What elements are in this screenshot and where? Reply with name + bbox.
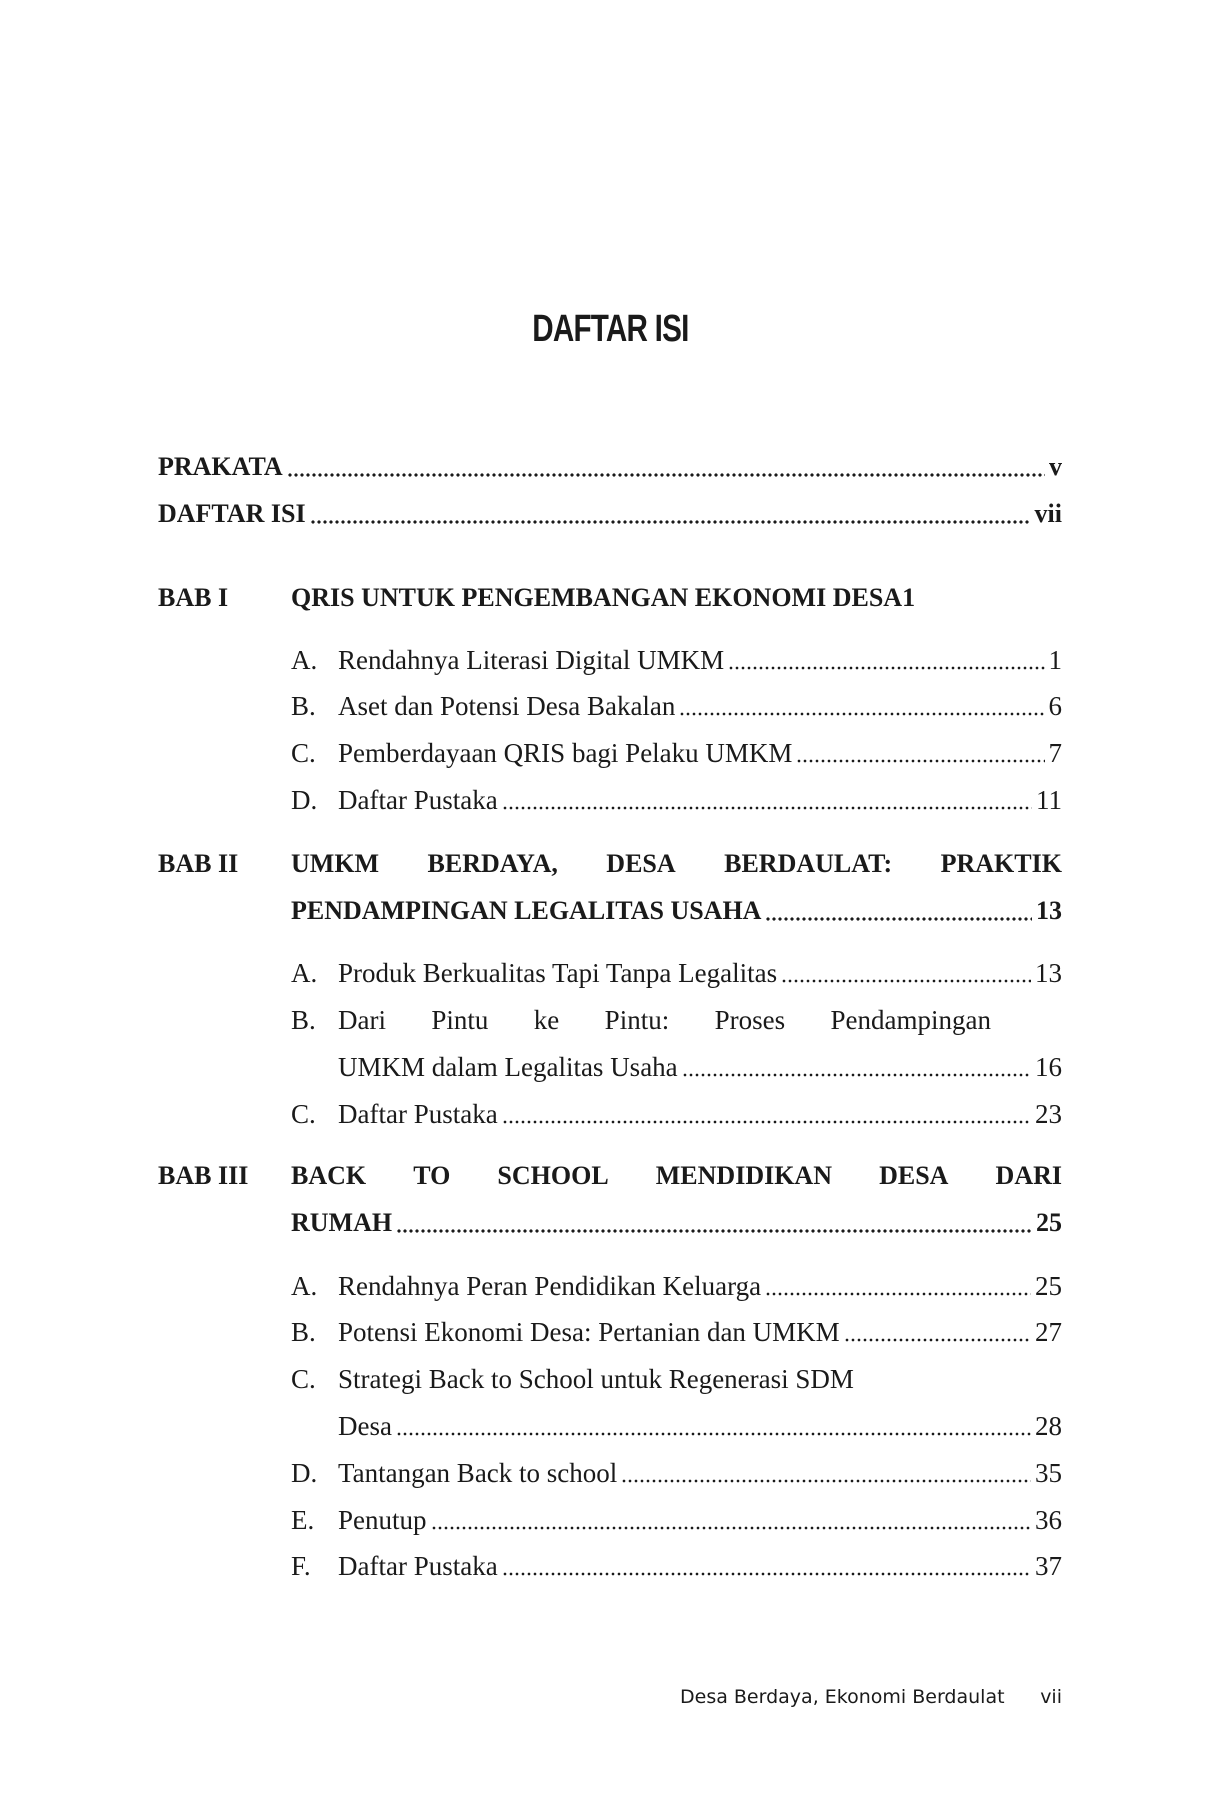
- page-number: v: [1049, 452, 1062, 481]
- page-number: 28: [1035, 1411, 1062, 1441]
- toc-section[interactable]: [291, 953, 1062, 993]
- page-number: 36: [1035, 1505, 1062, 1535]
- page-footer: [680, 1686, 1062, 1708]
- toc-section[interactable]: [291, 780, 1062, 820]
- title-word: Dari: [338, 1005, 386, 1035]
- toc-section[interactable]: [291, 1546, 1062, 1586]
- running-footer-book-title: Desa Berdaya, Ekonomi Berdaulat: [680, 1686, 1005, 1708]
- toc-section[interactable]: [291, 640, 1062, 680]
- page-number: 13: [1035, 958, 1062, 988]
- title-word: Proses: [714, 1005, 786, 1035]
- dot-leader: [728, 640, 1044, 680]
- page-number: 6: [1048, 691, 1062, 721]
- section-letter: C.: [291, 738, 316, 768]
- title-word: PRAKTIK: [940, 849, 1062, 878]
- section-title: Potensi Ekonomi Desa: Pertanian dan UMKM: [338, 1317, 840, 1347]
- chapter-title-text: RUMAH: [291, 1208, 393, 1237]
- chapter-title-text: [291, 844, 1062, 884]
- section-title: Daftar Pustaka: [338, 785, 498, 815]
- section-letter: B.: [291, 1317, 316, 1347]
- title-word: TO: [413, 1161, 451, 1190]
- title-word: Pendampingan: [830, 1005, 991, 1035]
- section-letter: A.: [291, 958, 318, 988]
- title-word: BERDAULAT:: [724, 849, 893, 878]
- toc-section[interactable]: [291, 1266, 1062, 1306]
- toc-section[interactable]: [291, 1453, 1062, 1493]
- section-title: Tantangan Back to school: [338, 1458, 618, 1488]
- chapter-title-bab-2-line-2[interactable]: [291, 891, 1062, 931]
- dot-leader: [396, 1203, 1032, 1243]
- section-letter: D.: [291, 785, 318, 815]
- chapter-label: BAB II: [158, 849, 239, 878]
- dot-leader: [844, 1312, 1031, 1352]
- chapter-title-bab-3-line-1[interactable]: [291, 1156, 1062, 1196]
- page-number: 11: [1036, 785, 1062, 815]
- section-letter: F.: [291, 1551, 311, 1581]
- entry-label: DAFTAR ISI: [158, 499, 306, 528]
- section-title: Daftar Pustaka: [338, 1551, 498, 1581]
- section-letter: C.: [291, 1099, 316, 1129]
- page-number: 13: [1036, 896, 1062, 925]
- page-number: 1: [1048, 645, 1062, 675]
- title-word: DESA: [879, 1161, 949, 1190]
- toc-section-continuation[interactable]: [338, 1406, 1062, 1446]
- dot-leader: [396, 1406, 1031, 1446]
- title-word: DARI: [995, 1161, 1062, 1190]
- page-number: 16: [1035, 1052, 1062, 1082]
- title-word: BACK: [291, 1161, 367, 1190]
- dot-leader: [781, 953, 1031, 993]
- dot-leader: [621, 1453, 1031, 1493]
- title-word: MENDIDIKAN: [655, 1161, 832, 1190]
- page-number: 1: [902, 583, 916, 612]
- dot-leader: [679, 686, 1044, 726]
- page-number: 25: [1036, 1208, 1062, 1237]
- toc-section[interactable]: [291, 733, 1062, 773]
- title-word: SCHOOL: [497, 1161, 609, 1190]
- section-letter: D.: [291, 1458, 318, 1488]
- page-number: vii: [1034, 499, 1062, 528]
- toc-section[interactable]: [291, 1359, 1062, 1399]
- section-letter: E.: [291, 1505, 315, 1535]
- page-number: 7: [1048, 738, 1062, 768]
- toc-entry-daftar-isi[interactable]: [158, 494, 1062, 534]
- section-title: Aset dan Potensi Desa Bakalan: [338, 691, 676, 721]
- entry-label: PRAKATA: [158, 452, 283, 481]
- dot-leader: [431, 1500, 1031, 1540]
- dot-leader: [310, 494, 1031, 534]
- section-letter: C.: [291, 1364, 316, 1394]
- toc-section[interactable]: [291, 1094, 1062, 1134]
- chapter-title-bab-2-line-1[interactable]: [291, 844, 1062, 884]
- page-title: DAFTAR ISI: [532, 308, 689, 350]
- section-letter: A.: [291, 1271, 318, 1301]
- section-title: Produk Berkualitas Tapi Tanpa Legalitas: [338, 958, 778, 988]
- section-letter: B.: [291, 691, 316, 721]
- chapter-title-text: PENDAMPINGAN LEGALITAS USAHA: [291, 896, 762, 925]
- title-word: Pintu:: [604, 1005, 670, 1035]
- footer-page-number: vii: [1040, 1686, 1062, 1708]
- dot-leader: [502, 1546, 1031, 1586]
- toc-section[interactable]: [291, 1000, 991, 1040]
- section-title: UMKM dalam Legalitas Usaha: [338, 1052, 678, 1082]
- page-number: 27: [1035, 1317, 1062, 1347]
- section-letter: B.: [291, 1005, 316, 1035]
- dot-leader: [796, 733, 1044, 773]
- dot-leader: [287, 447, 1045, 487]
- dot-leader: [682, 1047, 1031, 1087]
- section-title: Desa: [338, 1411, 392, 1441]
- dot-leader: [765, 891, 1032, 931]
- toc-section-continuation[interactable]: [338, 1047, 1062, 1087]
- section-title: Penutup: [338, 1505, 427, 1535]
- page-number: 25: [1035, 1271, 1062, 1301]
- title-word: DESA: [606, 849, 676, 878]
- section-title: Strategi Back to School untuk Regenerasi SDM: [338, 1364, 854, 1394]
- toc-section[interactable]: [291, 1312, 1062, 1352]
- section-title: Daftar Pustaka: [338, 1099, 498, 1129]
- chapter-label: BAB III: [158, 1161, 249, 1190]
- section-title: Pemberdayaan QRIS bagi Pelaku UMKM: [338, 738, 793, 768]
- title-word: Pintu: [431, 1005, 489, 1035]
- chapter-label: BAB I: [158, 583, 229, 612]
- chapter-title-text: QRIS UNTUK PENGEMBANGAN EKONOMI DESA: [291, 583, 903, 612]
- title-word: BERDAYA,: [427, 849, 558, 878]
- title-word: UMKM: [291, 849, 380, 878]
- dot-leader: [765, 1266, 1031, 1306]
- section-title: Rendahnya Peran Pendidikan Keluarga: [338, 1271, 762, 1301]
- chapter-title-text: [291, 1156, 1062, 1196]
- chapter-title-bab-3-line-2[interactable]: [291, 1203, 1062, 1243]
- title-word: ke: [533, 1005, 560, 1035]
- toc-section[interactable]: [291, 686, 1062, 726]
- page-number: 23: [1035, 1099, 1062, 1129]
- toc-entry-prakata[interactable]: [158, 447, 1062, 487]
- section-letter: A.: [291, 645, 318, 675]
- section-title: Rendahnya Literasi Digital UMKM: [338, 645, 725, 675]
- dot-leader: [502, 1094, 1031, 1134]
- page-number: 37: [1035, 1551, 1062, 1581]
- toc-section[interactable]: [291, 1500, 1062, 1540]
- chapter-title-bab-1[interactable]: [291, 578, 1062, 618]
- section-title: [338, 1000, 991, 1040]
- dot-leader: [502, 780, 1032, 820]
- page-number: 35: [1035, 1458, 1062, 1488]
